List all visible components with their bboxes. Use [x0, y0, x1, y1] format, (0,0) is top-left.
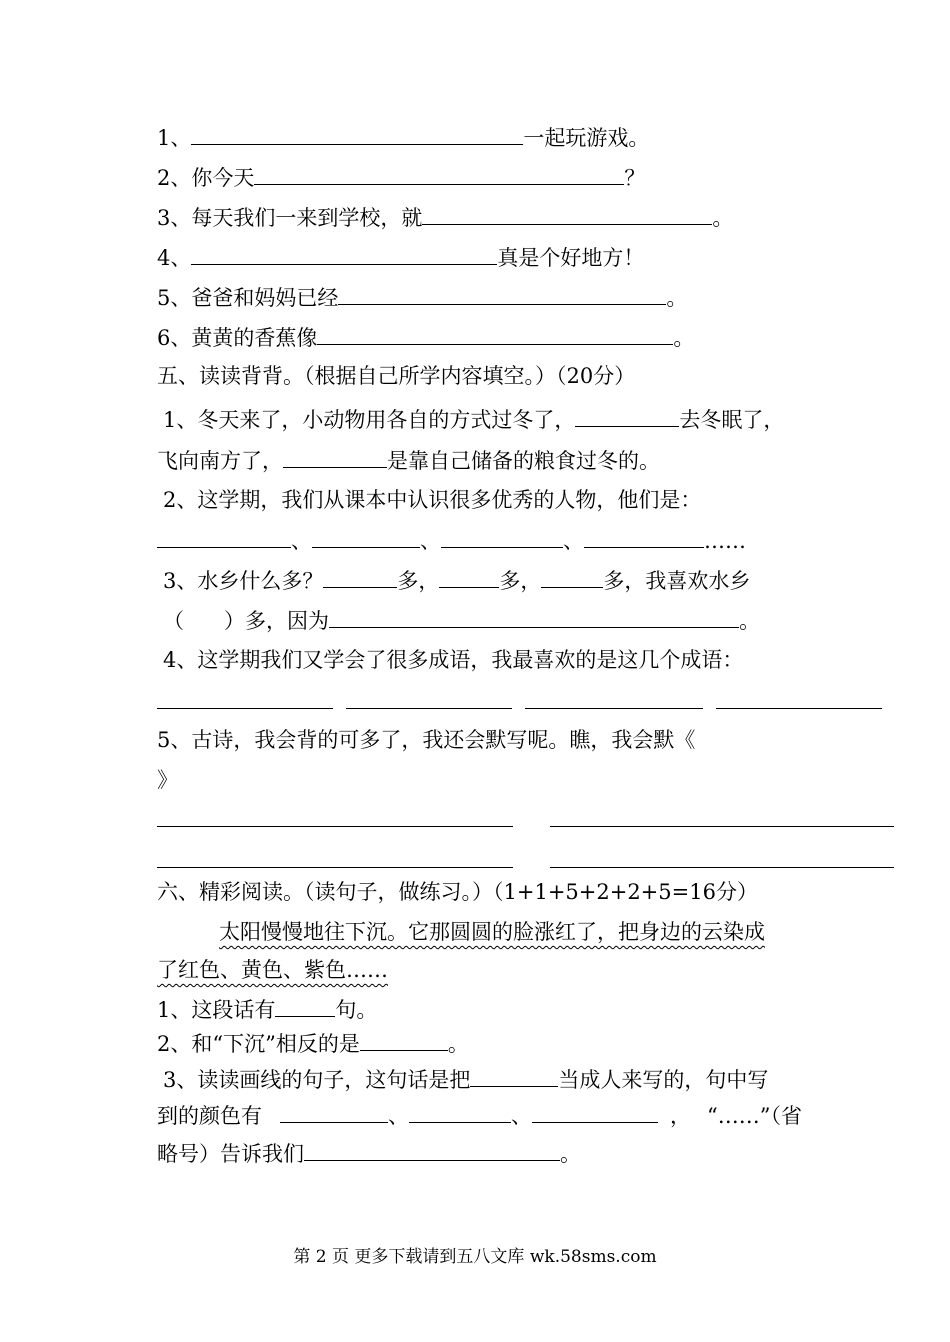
answer-line[interactable] [157, 708, 333, 709]
blank[interactable] [360, 1028, 448, 1051]
blank[interactable] [441, 525, 563, 548]
blank[interactable] [312, 525, 420, 548]
s5-q2-text: 2、这学期，我们从课本中认识很多优秀的人物，他们是： [163, 488, 702, 512]
blank[interactable] [254, 162, 624, 185]
s5-q3-line1: 3、水乡什么多？ 多， 多， 多，我喜欢水乡 [163, 565, 750, 595]
blank[interactable] [191, 242, 497, 265]
blank[interactable] [317, 322, 673, 345]
page-footer: 第 2 页 更多下载请到五八文库 wk.58sms.com [293, 1247, 657, 1267]
s5-q1-line2: 飞向南方了， 是靠自己储备的粮食过冬的。 [157, 445, 660, 475]
blank[interactable] [323, 565, 397, 588]
s5-q4-text: 4、这学期我们又学会了很多成语，我最喜欢的是这几个成语： [163, 648, 744, 672]
blank[interactable] [329, 605, 739, 628]
answer-line[interactable] [157, 867, 513, 868]
blank[interactable] [470, 1064, 558, 1087]
blank[interactable] [439, 565, 499, 588]
s6-q3-line1: 3、读读画线的句子，这句话是把 当成人来写的，句中写 [163, 1064, 768, 1094]
s6-q2: 2、和“下沉”相反的是 。 [157, 1028, 469, 1058]
s5-q3-line2: （ ）多，因为 。 [163, 605, 760, 635]
s6-q3-line2: 到的颜色有 、 、 ， “……”（省 [157, 1100, 802, 1130]
blank[interactable] [280, 1100, 388, 1123]
s5-q2-blanks: 、 、 、 …… [157, 525, 746, 555]
item-5: 5、爸爸和妈妈已经 。 [157, 282, 687, 312]
answer-line[interactable] [346, 708, 512, 709]
answer-line[interactable] [525, 708, 703, 709]
s5-q5-close: 》 [157, 768, 178, 792]
section6-title: 六、精彩阅读。（读句子，做练习。）（1+1+5+2+2+5=16分） [157, 880, 758, 904]
blank[interactable] [338, 282, 666, 305]
blank[interactable] [422, 202, 712, 225]
s6-q3-line3: 略号）告诉我们 。 [157, 1138, 581, 1168]
blank[interactable] [575, 404, 679, 427]
blank[interactable] [275, 994, 335, 1017]
answer-line[interactable] [550, 867, 894, 868]
blank[interactable] [584, 525, 704, 548]
blank[interactable] [409, 1100, 511, 1123]
item-3: 3、每天我们一来到学校，就 。 [157, 202, 733, 232]
blank[interactable] [541, 565, 603, 588]
answer-line[interactable] [716, 708, 882, 709]
passage-line-2: 了红色、黄色、紫色…… [157, 958, 388, 982]
s6-q1: 1、这段话有 句。 [157, 994, 377, 1024]
blank[interactable] [304, 1138, 560, 1161]
passage-line-1: 太阳慢慢地往下沉。它那圆圆的脸涨红了，把身边的云染成 [219, 920, 765, 944]
item-4: 4、 真是个好地方！ [157, 242, 644, 272]
blank[interactable] [283, 445, 387, 468]
item-2: 2、你今天 ？ [157, 162, 645, 192]
item-6: 6、黄黄的香蕉像 。 [157, 322, 694, 352]
blank[interactable] [191, 122, 523, 145]
answer-line[interactable] [550, 826, 894, 827]
s5-q5-text: 5、古诗，我会背的可多了，我还会默写呢。瞧，我会默《 [157, 728, 696, 752]
answer-line[interactable] [157, 826, 513, 827]
blank[interactable] [532, 1100, 658, 1123]
section5-title: 五、读读背背。（根据自己所学内容填空。）（20分） [157, 364, 636, 388]
item-1: 1、 一起玩游戏。 [157, 122, 649, 152]
blank[interactable] [157, 525, 291, 548]
s5-q1-line1: 1、冬天来了，小动物用各自的方式过冬了， 去冬眠了， [163, 404, 784, 434]
